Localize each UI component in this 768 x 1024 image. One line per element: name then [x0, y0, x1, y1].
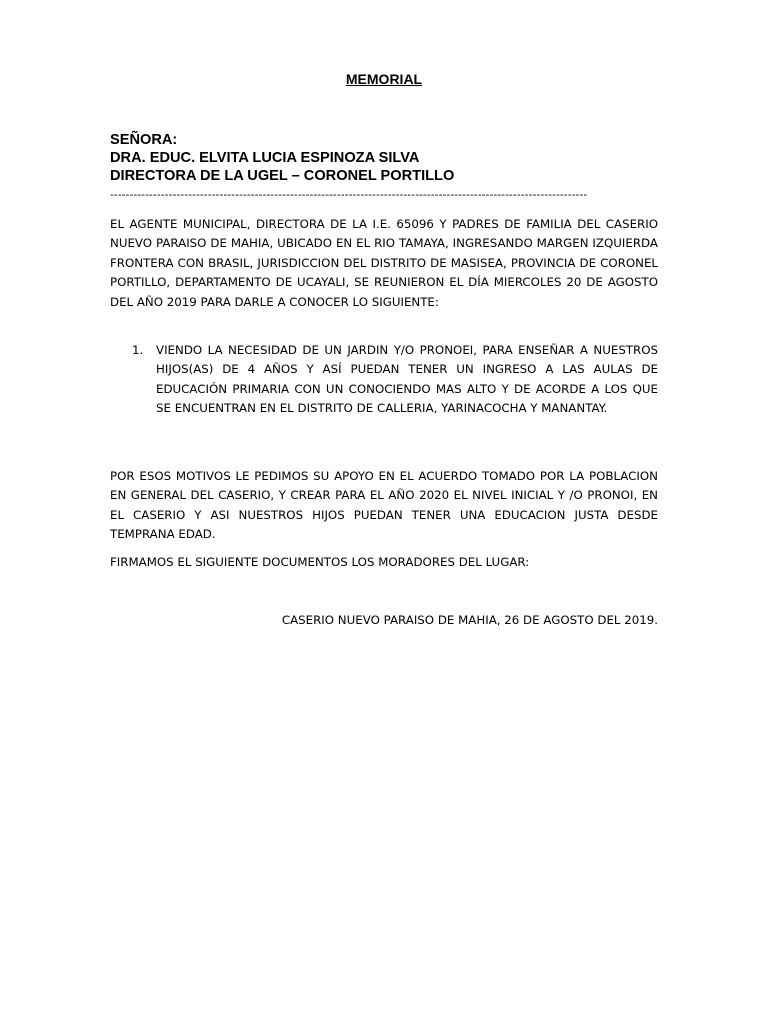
- addressee-name: DRA. EDUC. ELVITA LUCIA ESPINOZA SILVA: [110, 150, 420, 166]
- addressee-position: DIRECTORA DE LA UGEL – CORONEL PORTILLO: [110, 168, 455, 184]
- addressee-salutation: SEÑORA:: [110, 132, 178, 148]
- addressee-block: [110, 131, 670, 185]
- signature-intro-paragraph: FIRMAMOS EL SIGUIENTE DOCUMENTOS LOS MORADORES DEL LUGAR:: [110, 555, 530, 569]
- list-item-text: VIENDO LA NECESIDAD DE UN JARDIN Y/O PRONOEI, PARA ENSEÑAR A NUESTROS HIJOS(AS) DE 4 AÑOS Y ASÍ PUEDAN TENER UN INGRESO A LAS AULAS DE EDUCACIÓN PRIMARIA CON UN CONOCIENDO MAS ALTO Y DE ACORDE A LOS QUE SE ENCUENTRAN EN EL DISTRITO DE CALLERIA, YARINACOCHA Y MANANTAY.: [156, 343, 658, 416]
- list-item: [110, 341, 658, 419]
- numbered-list: [110, 341, 658, 419]
- intro-paragraph: EL AGENTE MUNICIPAL, DIRECTORA DE LA I.E. 65096 Y PADRES DE FAMILIA DEL CASERIO NUEVO PARAISO DE MAHIA, UBICADO EN EL RIO TAMAYA, INGRESANDO MARGEN IZQUIERDA FRONTERA CON BRASIL, JURISDICCION DEL DISTRITO DE MASISEA, PROVINCIA DE CORONEL PORTILLO, DEPARTAMENTO DE UCAYALI, SE REUNIERON EL DÍA MIERCOLES 20 DE AGOSTO DEL AÑO 2019 PARA DARLE A CONOCER LO SIGUIENTE:: [110, 217, 658, 309]
- document-title: MEMORIAL: [345, 71, 423, 87]
- request-paragraph: POR ESOS MOTIVOS LE PEDIMOS SU APOYO EN EL ACUERDO TOMADO POR LA POBLACION EN GENERAL DEL CASERIO, Y CREAR PARA EL AÑO 2020 EL NIVEL INICIAL Y /O PRONOI, EN EL CASERIO Y ASI NUESTROS HIJOS PUEDAN TENER UNA EDUCACION JUSTA DESDE TEMPRANA EDAD.: [110, 469, 658, 542]
- place-date-line: CASERIO NUEVO PARAISO DE MAHIA, 26 DE AGOSTO DEL 2019.: [281, 613, 658, 627]
- list-item-number: 1.: [132, 343, 144, 357]
- dashed-divider: --------------------------------------------------------------------------------------------------------------------------: [110, 189, 588, 201]
